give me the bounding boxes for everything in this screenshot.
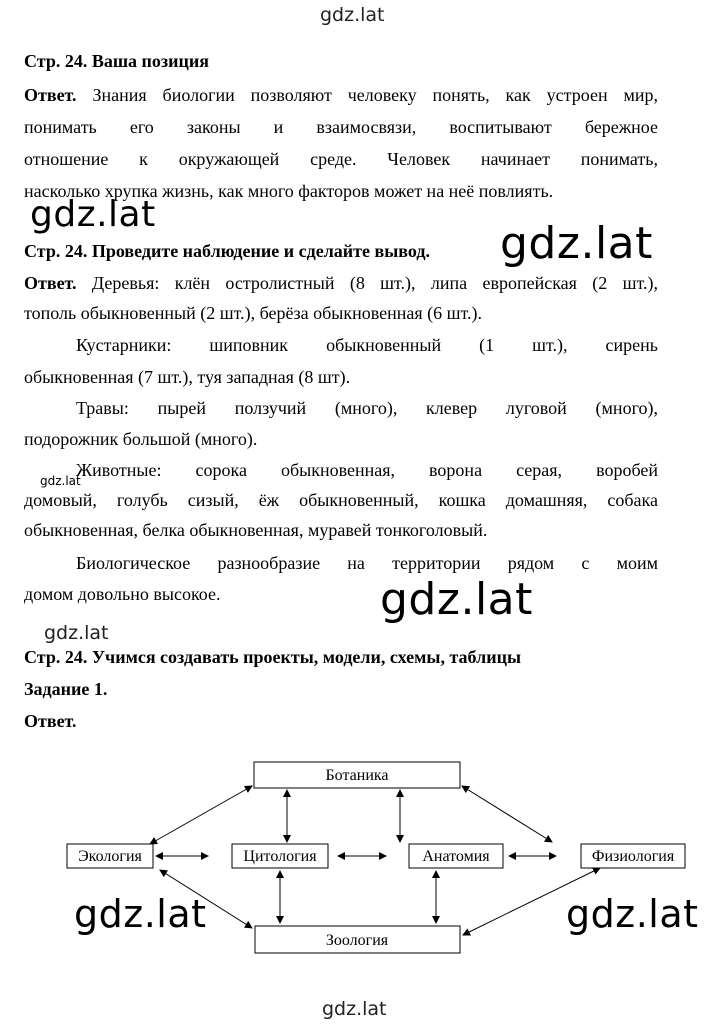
- trees-line-2: тополь обыкновенный (2 шт.), берёза обыкновенная (6 шт.).: [24, 303, 482, 323]
- section1-line-3: отношение к окружающей среде. Человек начинает понимать,: [24, 149, 658, 169]
- watermark-footer: gdz.lat: [322, 998, 387, 1020]
- watermark-small-left: gdz.lat: [44, 622, 109, 644]
- task-label: Задание 1.: [24, 679, 108, 699]
- arrow-botany-physiology: [462, 786, 552, 842]
- watermark-top: gdz.lat: [320, 4, 385, 26]
- trees-line-1: Ответ. Деревья: клён остролистный (8 шт.), липа европейская (2 шт.),: [24, 273, 658, 293]
- node-cytology-label: Цитология: [243, 848, 317, 865]
- node-botany: [254, 762, 460, 788]
- sciences-diagram: [0, 740, 720, 1000]
- section3-heading: Стр. 24. Учимся создавать проекты, модели, схемы, таблицы: [24, 647, 521, 667]
- arrow-ecology-botany: [150, 786, 252, 844]
- watermark-right: gdz.lat: [500, 218, 653, 269]
- animals-line-3: обыкновенная, белка обыкновенная, муравей тонкоголовый.: [24, 520, 488, 540]
- node-physiology-label: Физиология: [591, 848, 675, 865]
- node-anatomy-label: Анатомия: [422, 848, 490, 865]
- answer-label-3: Ответ.: [24, 711, 77, 731]
- node-zoology: [255, 926, 460, 953]
- grass-line-2: подорожник большой (много).: [24, 429, 258, 449]
- node-anatomy: [409, 844, 503, 868]
- animals-line-2: домовый, голубь сизый, ёж обыкновенный, кошка домашняя, собака: [24, 490, 658, 510]
- node-zoology-label: Зоология: [325, 932, 389, 949]
- section1-line-1: Ответ. Знания биологии позволяют человеку понять, как устроен мир,: [24, 85, 658, 105]
- watermark-bottom-left: gdz.lat: [74, 892, 207, 936]
- watermark-tiny: gdz.lat: [40, 474, 81, 488]
- node-ecology: [67, 844, 153, 868]
- animals-line-1: Животные: сорока обыкновенная, ворона серая, воробей: [76, 460, 658, 480]
- grass-line-1: Травы: пырей ползучий (много), клевер луговой (много),: [76, 398, 658, 418]
- section1-line-4: насколько хрупка жизнь, как много факторов может на неё повлиять.: [24, 181, 554, 201]
- section1-heading: Стр. 24. Ваша позиция: [24, 51, 209, 71]
- shrubs-line-2: обыкновенная (7 шт.), туя западная (8 шт).: [24, 367, 351, 387]
- watermark-bottom-right: gdz.lat: [566, 892, 699, 936]
- watermark-center: gdz.lat: [380, 574, 533, 625]
- conclusion-line-2: домом довольно высокое.: [24, 584, 221, 604]
- section1-line-2: понимать его законы и взаимосвязи, воспитывают бережное: [24, 117, 658, 137]
- shrubs-line-1: Кустарники: шиповник обыкновенный (1 шт.), сирень: [76, 335, 658, 355]
- answer-label: Ответ.: [24, 85, 77, 105]
- conclusion-line-1: Биологическое разнообразие на территории рядом с моим: [76, 553, 658, 573]
- watermark-left: gdz.lat: [30, 194, 156, 235]
- node-botany-label: Ботаника: [325, 767, 389, 784]
- node-ecology-label: Экология: [78, 848, 142, 865]
- section2-heading: Стр. 24. Проведите наблюдение и сделайте вывод.: [24, 241, 430, 261]
- node-physiology: [581, 844, 685, 868]
- node-cytology: [232, 844, 328, 868]
